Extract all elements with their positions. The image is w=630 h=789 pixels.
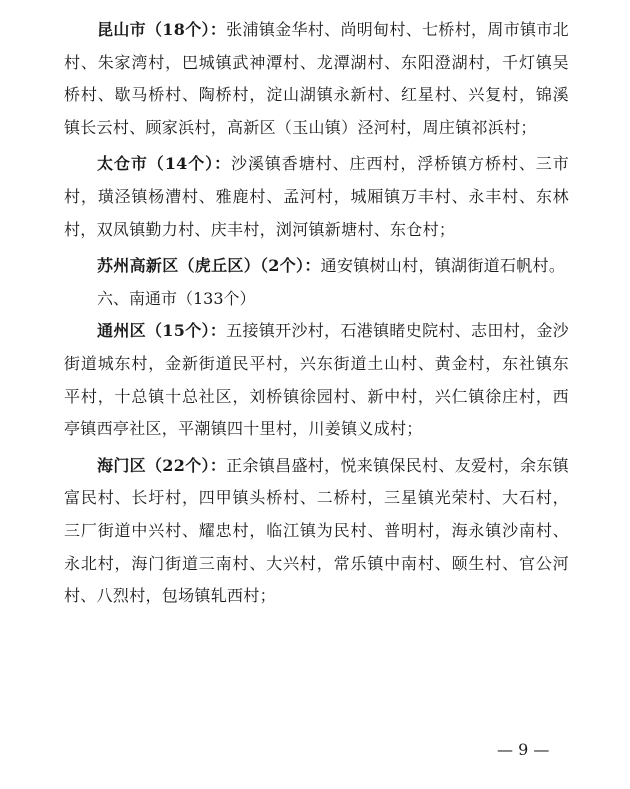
taicang-heading: 太仓市（14个）： — [97, 154, 232, 174]
tongzhou-paragraph — [64, 315, 569, 445]
haimen-heading: 海门区（22个）： — [97, 455, 227, 475]
kunshan-paragraph — [64, 14, 569, 144]
taicang-villages: 沙溪镇香塘村、庄西村，浮桥镇方桥村、三市村，璜泾镇杨漕村、雅鹿村、孟河村，城厢镇万丰村、永丰村、东林村，双凤镇勤力村、庆丰村，浏河镇新塘村、东仓村； — [64, 154, 569, 239]
nantong-section-title: 六、南通市（133个） — [97, 288, 256, 308]
tongzhou-villages: 五接镇开沙村，石港镇睹史院村、志田村，金沙街道城东村，金新街道民平村，兴东街道土山村、黄金村，东社镇东平村，十总镇十总社区，刘桥镇徐园村、新中村，兴仁镇徐庄村，西亭镇西亭社区，平潮镇四十里村，川姜镇义成村； — [64, 321, 569, 439]
suzhou-hnd-heading: 苏州高新区（虎丘区）（2个）： — [97, 256, 321, 276]
tongzhou-heading: 通州区（15个）： — [97, 321, 227, 341]
page-number: — 9 — — [497, 740, 550, 759]
haimen-villages: 正余镇昌盛村，悦来镇保民村、友爱村，余东镇富民村、长圩村，四甲镇头桥村、二桥村，三星镇光荣村、大石村，三厂街道中兴村、耀忠村，临江镇为民村、普明村，海永镇沙南村、永北村，海门街道三南村、大兴村，常乐镇中南村、颐生村、官公河村、八烈村，包场镇轧西村； — [64, 455, 569, 606]
suzhou-hnd-paragraph — [64, 250, 569, 283]
taicang-paragraph — [64, 148, 569, 246]
document-page — [64, 14, 569, 613]
haimen-paragraph — [64, 450, 569, 613]
kunshan-villages: 张浦镇金华村、尚明甸村、七桥村，周市镇市北村、朱家湾村，巴城镇武神潭村、龙潭湖村、东阳澄湖村，千灯镇吴桥村、歇马桥村、陶桥村，淀山湖镇永新村、红星村、兴复村，锦溪镇长云村、顾家浜村，高新区（玉山镇）泾河村，周庄镇祁浜村； — [64, 20, 569, 137]
suzhou-hnd-villages: 通安镇树山村，镇湖街道石帆村。 — [320, 256, 566, 276]
kunshan-heading: 昆山市（18个）： — [97, 20, 227, 39]
